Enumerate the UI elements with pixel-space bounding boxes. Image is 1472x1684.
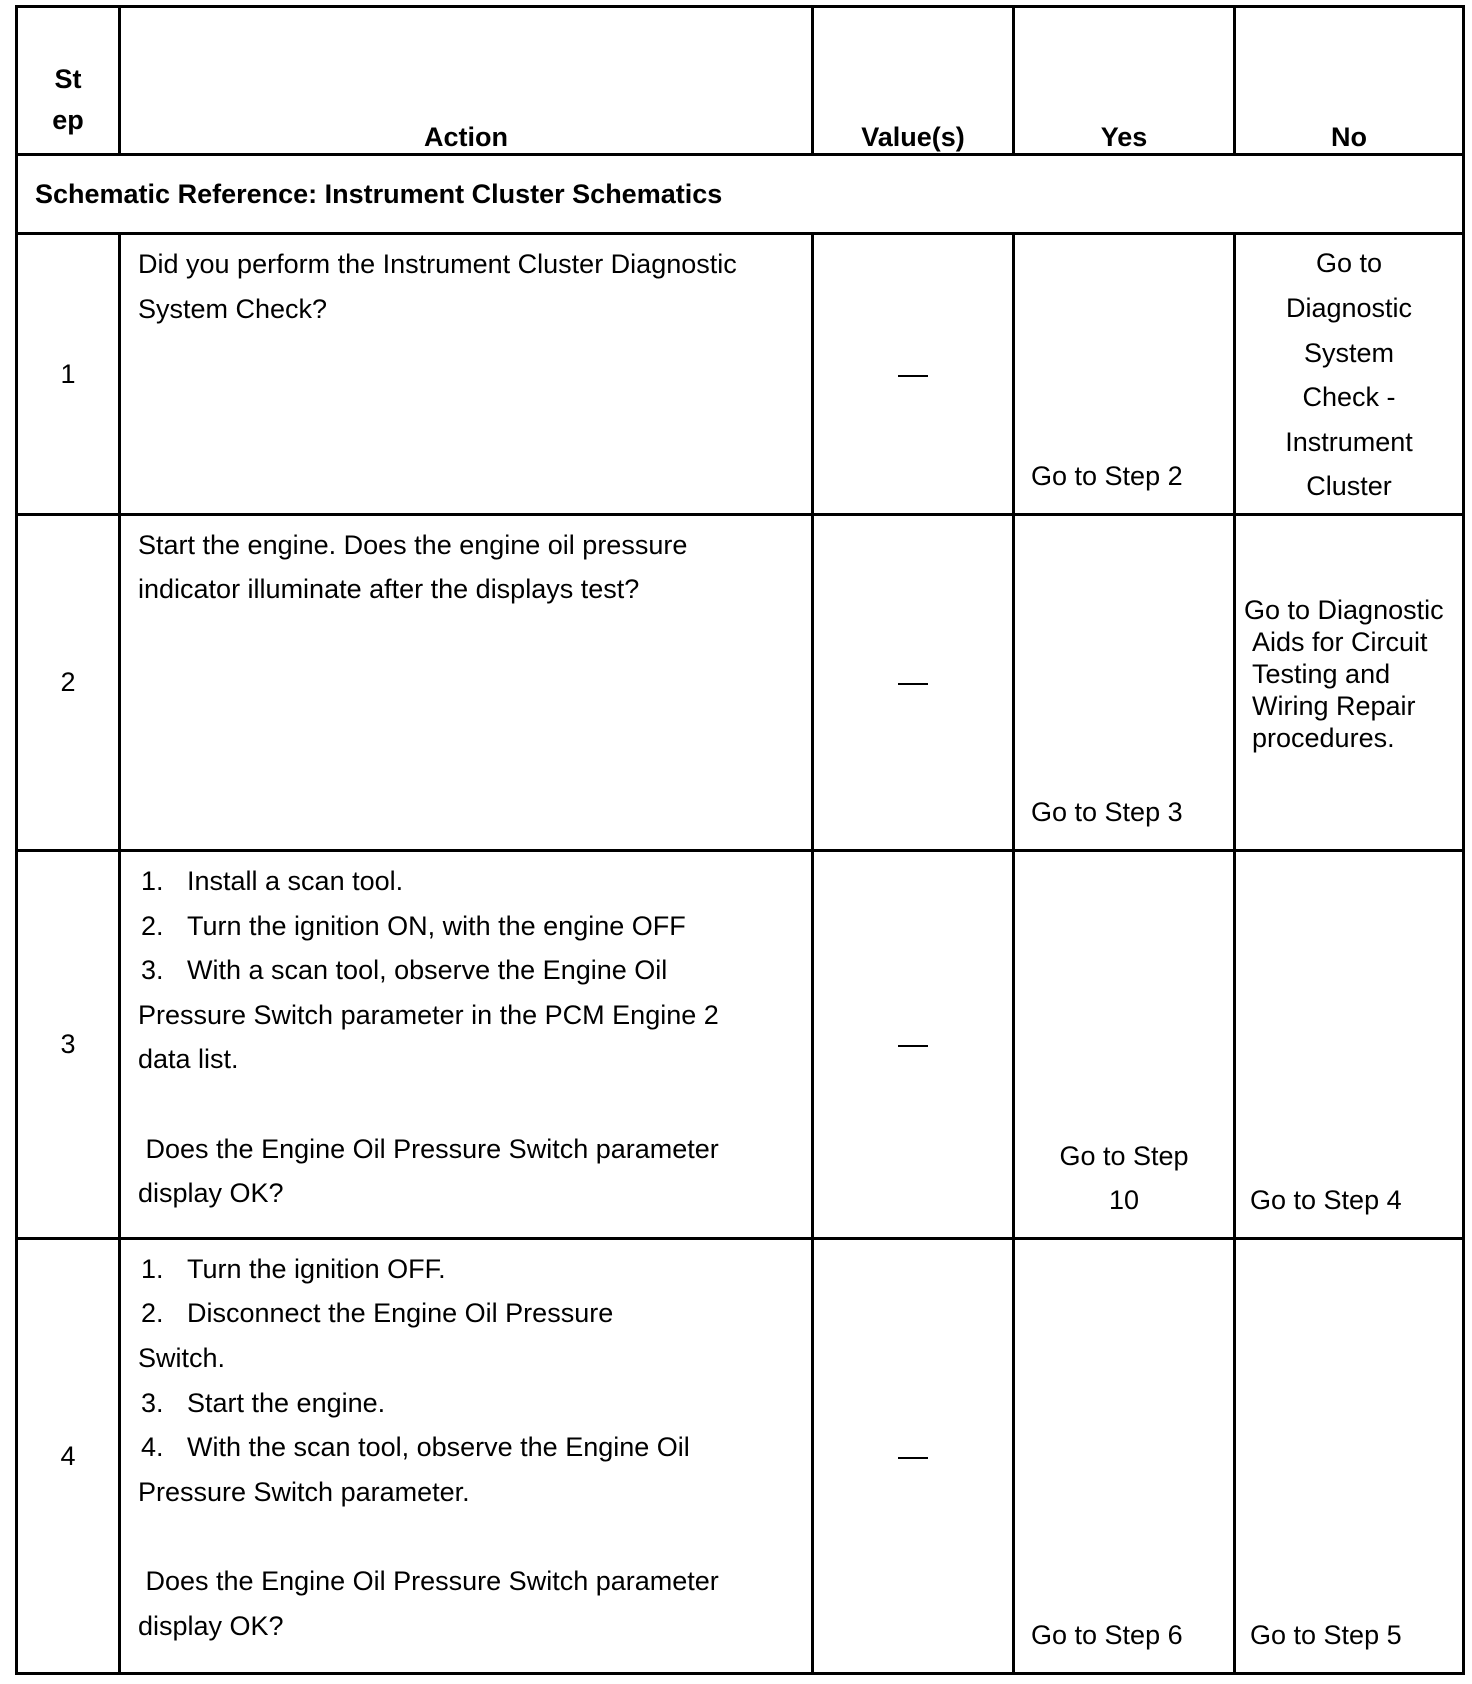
value-cell xyxy=(813,850,1014,1238)
question-text: Does the Engine Oil Pressure Switch parameter xyxy=(138,1566,719,1597)
no-link-line: Wiring Repair xyxy=(1252,690,1416,721)
value-cell xyxy=(813,234,1014,514)
header-values: Value(s) xyxy=(813,7,1014,155)
no-link-line: Testing and xyxy=(1252,658,1391,689)
yes-link-line: Go to Step xyxy=(1059,1140,1189,1171)
header-yes: Yes xyxy=(1014,7,1235,155)
no-link-line: Instrument xyxy=(1285,426,1413,457)
value-dash xyxy=(898,683,928,685)
step-number: 3 xyxy=(17,850,120,1238)
substep: 2. Disconnect the Engine Oil Pressure xyxy=(141,1298,614,1329)
no-link-line: Cluster xyxy=(1306,471,1392,502)
substep: 2. Turn the ignition ON, with the engine OFF xyxy=(141,910,686,941)
no-link xyxy=(1236,241,1462,509)
value-cell xyxy=(813,1238,1014,1673)
yes-cell xyxy=(1014,234,1235,514)
action-cell xyxy=(120,850,813,1238)
step-row-4 xyxy=(17,1238,1464,1673)
header-step-line-2: ep xyxy=(52,105,84,135)
substep: 1. Install a scan tool. xyxy=(141,865,404,896)
yes-link: Go to Step 2 xyxy=(1031,461,1183,492)
substep: 1. Turn the ignition OFF. xyxy=(141,1253,446,1284)
no-link: Go to Step 5 xyxy=(1250,1620,1402,1651)
action-cell xyxy=(120,1238,813,1673)
value-dash xyxy=(898,1457,928,1459)
substep: 3. With a scan tool, observe the Engine Oil xyxy=(141,955,668,986)
question-text: Does the Engine Oil Pressure Switch parameter xyxy=(138,1133,719,1164)
step-number: 1 xyxy=(17,234,120,514)
value-dash xyxy=(898,1045,928,1047)
no-cell xyxy=(1235,514,1464,850)
header-row xyxy=(17,7,1464,155)
no-link-line: Check - xyxy=(1302,382,1396,413)
no-link-line: Aids for Circuit xyxy=(1252,626,1428,657)
substep-continuation: Switch. xyxy=(138,1343,226,1374)
substep: 4. With the scan tool, observe the Engine Oil xyxy=(141,1432,690,1463)
header-action: Action xyxy=(120,7,813,155)
no-cell xyxy=(1235,234,1464,514)
no-link-line: Diagnostic xyxy=(1285,292,1413,323)
step-number: 4 xyxy=(17,1238,120,1673)
yes-link: Go to Step 3 xyxy=(1031,797,1183,828)
yes-cell xyxy=(1014,514,1235,850)
action-cell xyxy=(120,514,813,850)
action-text: Start the engine. Does the engine oil pressure xyxy=(138,529,688,560)
substep-continuation: data list. xyxy=(138,1044,239,1075)
header-step-line-1: St xyxy=(54,64,82,94)
step-row-3 xyxy=(17,850,1464,1238)
diagnostic-table xyxy=(15,5,1465,1675)
yes-link xyxy=(1015,1134,1233,1223)
no-cell xyxy=(1235,1238,1464,1673)
value-cell xyxy=(813,514,1014,850)
step-row-2 xyxy=(17,514,1464,850)
step-number: 2 xyxy=(17,514,120,850)
step-row-1 xyxy=(17,234,1464,514)
question-text: display OK? xyxy=(138,1610,284,1641)
header-no: No xyxy=(1235,7,1464,155)
action-cell xyxy=(120,234,813,514)
yes-cell xyxy=(1014,1238,1235,1673)
value-dash xyxy=(898,375,928,377)
no-cell xyxy=(1235,850,1464,1238)
no-link-line: procedures. xyxy=(1252,722,1395,753)
schematic-reference-row xyxy=(17,155,1464,234)
no-link-line: System xyxy=(1303,337,1395,368)
yes-link: Go to Step 6 xyxy=(1031,1620,1183,1651)
substep: 3. Start the engine. xyxy=(141,1387,386,1418)
no-link-line: Go to xyxy=(1315,248,1383,279)
action-text: indicator illuminate after the displays test? xyxy=(138,574,640,605)
schematic-reference: Schematic Reference: Instrument Cluster Schematics xyxy=(17,155,1464,234)
no-link: Go to Step 4 xyxy=(1250,1185,1402,1216)
no-link-line: Go to Diagnostic xyxy=(1244,594,1444,625)
question-text: display OK? xyxy=(138,1178,284,1209)
yes-cell xyxy=(1014,850,1235,1238)
action-text: System Check? xyxy=(138,293,328,324)
substep-continuation: Pressure Switch parameter. xyxy=(138,1476,470,1507)
header-step xyxy=(17,7,120,155)
action-text: Did you perform the Instrument Cluster Diagnostic xyxy=(138,249,737,280)
no-link xyxy=(1244,594,1462,754)
yes-link-line: 10 xyxy=(1108,1185,1140,1216)
substep-continuation: Pressure Switch parameter in the PCM Engine 2 xyxy=(138,999,719,1030)
